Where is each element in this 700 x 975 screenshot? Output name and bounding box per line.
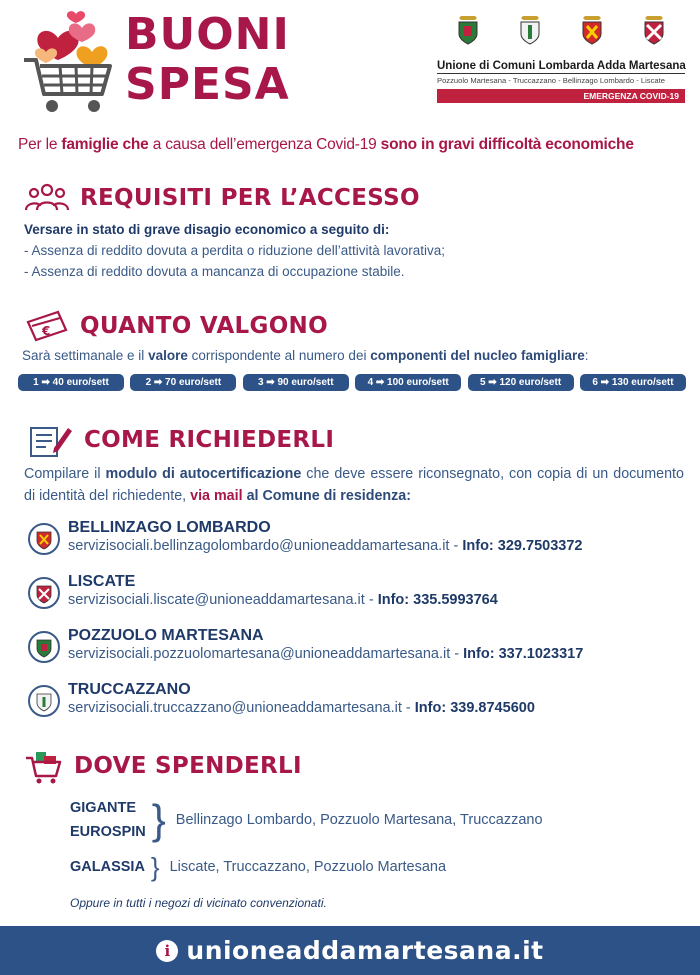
richiederli-text-2: che deve essere riconsegnato, con copia di un documento di identità del richiedente, — [24, 466, 684, 504]
footer — [0, 926, 700, 975]
town-info: Info: 329.7503372 — [462, 538, 583, 554]
valgono-bold-1: valore — [148, 348, 188, 363]
shop-names — [70, 796, 146, 844]
town-pozzuolo — [28, 627, 583, 663]
brace: } — [151, 796, 166, 843]
town-contact — [68, 645, 583, 663]
town-name: BELLINZAGO LOMBARDO — [68, 519, 271, 536]
brace: } — [150, 852, 160, 882]
union-block — [437, 12, 685, 103]
town-separator: - — [450, 646, 464, 662]
section-valgono-header — [24, 308, 328, 344]
town-liscate — [28, 573, 498, 609]
svg-text:€: € — [42, 324, 51, 338]
shop-name-eurospin: EUROSPIN — [70, 824, 146, 840]
town-email[interactable]: servizisociali.pozzuolomartesana@unioneaddamartesana.it — [68, 646, 451, 662]
requisiti-item-1: - Assenza di reddito dovuta a perdita o riduzione dell’attività lavorativa; — [24, 243, 445, 258]
richiederli-description — [24, 463, 684, 507]
section-title-valgono: QUANTO VALGONO — [80, 313, 328, 339]
crest-truccazzano-icon — [517, 12, 543, 46]
section-richiederli-header — [28, 422, 334, 458]
town-info: Info: 337.1023317 — [463, 646, 584, 662]
requisiti-lead: Versare in stato di grave disagio economico a seguito di: — [24, 222, 390, 237]
section-requisiti-header — [24, 180, 420, 216]
town-crests — [437, 12, 685, 54]
shop-towns: Bellinzago Lombardo, Pozzuolo Martesana, Truccazzano — [175, 812, 543, 828]
amount-pill: 2 ➡ 70 euro/sett — [130, 374, 236, 391]
truccazzano-seal-icon — [28, 685, 60, 717]
title-line-2: SPESA — [125, 59, 290, 110]
town-contact — [68, 591, 498, 609]
valgono-text-3: : — [584, 348, 589, 363]
amount-pill: 4 ➡ 100 euro/sett — [355, 374, 461, 391]
town-email[interactable]: servizisociali.truccazzano@unioneaddamartesana.it — [68, 700, 402, 716]
town-contact — [68, 699, 535, 717]
requisiti-item-2: - Assenza di reddito dovuta a mancanza di occupazione stabile. — [24, 264, 405, 279]
union-towns: Pozzuolo Martesana - Truccazzano - Bellinzago Lombardo - Liscate — [437, 76, 665, 85]
valgono-bold-2: componenti del nucleo famigliare — [370, 348, 585, 363]
town-email[interactable]: servizisociali.bellinzagolombardo@unioneaddamartesana.it — [68, 538, 450, 554]
website-link[interactable]: unioneaddamartesana.it — [186, 936, 544, 965]
richiederli-text-1: Compilare il — [24, 466, 106, 482]
town-name: LISCATE — [68, 573, 136, 590]
subtitle-part-1: Per le — [18, 136, 62, 153]
town-info: Info: 335.5993764 — [377, 592, 498, 608]
union-name: Unione di Comuni Lombarda Adda Martesana — [437, 60, 686, 72]
town-name: POZZUOLO MARTESANA — [68, 627, 264, 644]
amount-pill: 1 ➡ 40 euro/sett — [18, 374, 124, 391]
amount-pills — [18, 374, 686, 391]
liscate-seal-icon — [28, 577, 60, 609]
valgono-text-1: Sarà settimanale e il — [22, 348, 149, 363]
town-info: Info: 339.8745600 — [414, 700, 535, 716]
richiederli-bold-3: al Comune di residenza: — [242, 488, 412, 504]
crest-liscate-icon — [641, 12, 667, 46]
bellinzago-seal-icon — [28, 523, 60, 555]
emergency-badge: EMERGENZA COVID-19 — [437, 89, 685, 103]
town-name: TRUCCAZZANO — [68, 681, 191, 698]
town-separator: - — [449, 538, 463, 554]
crest-bellinzago-icon — [579, 12, 605, 46]
subtitle-part-2: a causa dell’emergenza Covid-19 — [148, 136, 381, 153]
section-title-spenderli: DOVE SPENDERLI — [74, 753, 302, 779]
town-bellinzago — [28, 519, 582, 555]
section-spenderli-header — [24, 748, 302, 784]
title-line-1: BUONI — [125, 9, 290, 60]
valgono-description — [22, 346, 589, 366]
shop-towns: Liscate, Truccazzano, Pozzuolo Martesana — [169, 859, 447, 875]
shop-group-1 — [70, 796, 543, 844]
cart-gifts-icon — [24, 748, 64, 784]
richiederli-bold-1: modulo di autocertificazione — [105, 466, 302, 482]
people-group-icon — [24, 180, 70, 216]
subtitle-bold-2: sono in gravi difficoltà economiche — [380, 136, 634, 153]
pozzuolo-seal-icon — [28, 631, 60, 663]
town-truccazzano — [28, 681, 535, 717]
town-separator: - — [401, 700, 415, 716]
amount-pill: 6 ➡ 130 euro/sett — [580, 374, 686, 391]
amount-pill: 3 ➡ 90 euro/sett — [243, 374, 349, 391]
euro-ticket-icon — [24, 308, 70, 344]
shopping-cart-hearts-icon — [20, 8, 120, 120]
shop-group-2 — [70, 854, 446, 880]
valgono-text-2: corrispondente al numero dei — [187, 348, 371, 363]
town-separator: - — [364, 592, 378, 608]
shops-note: Oppure in tutti i negozi di vicinato convenzionati. — [70, 896, 327, 910]
form-pen-icon — [28, 422, 74, 458]
shop-name-gigante: GIGANTE — [70, 800, 137, 816]
section-title-requisiti: REQUISITI PER L’ACCESSO — [80, 185, 420, 211]
crest-pozzuolo-icon — [455, 12, 481, 46]
town-email[interactable]: servizisociali.liscate@unioneaddamartesana.it — [68, 592, 365, 608]
subtitle-bold-1: famiglie che — [61, 136, 149, 153]
header — [0, 0, 700, 135]
shop-name-galassia: GALASSIA — [70, 859, 145, 875]
amount-pill: 5 ➡ 120 euro/sett — [468, 374, 574, 391]
info-icon: i — [156, 940, 178, 962]
subtitle — [18, 136, 690, 154]
page-title — [125, 10, 290, 110]
section-title-richiederli: COME RICHIEDERLI — [84, 427, 335, 453]
town-contact — [68, 537, 582, 555]
richiederli-bold-mail: via mail — [190, 488, 243, 504]
